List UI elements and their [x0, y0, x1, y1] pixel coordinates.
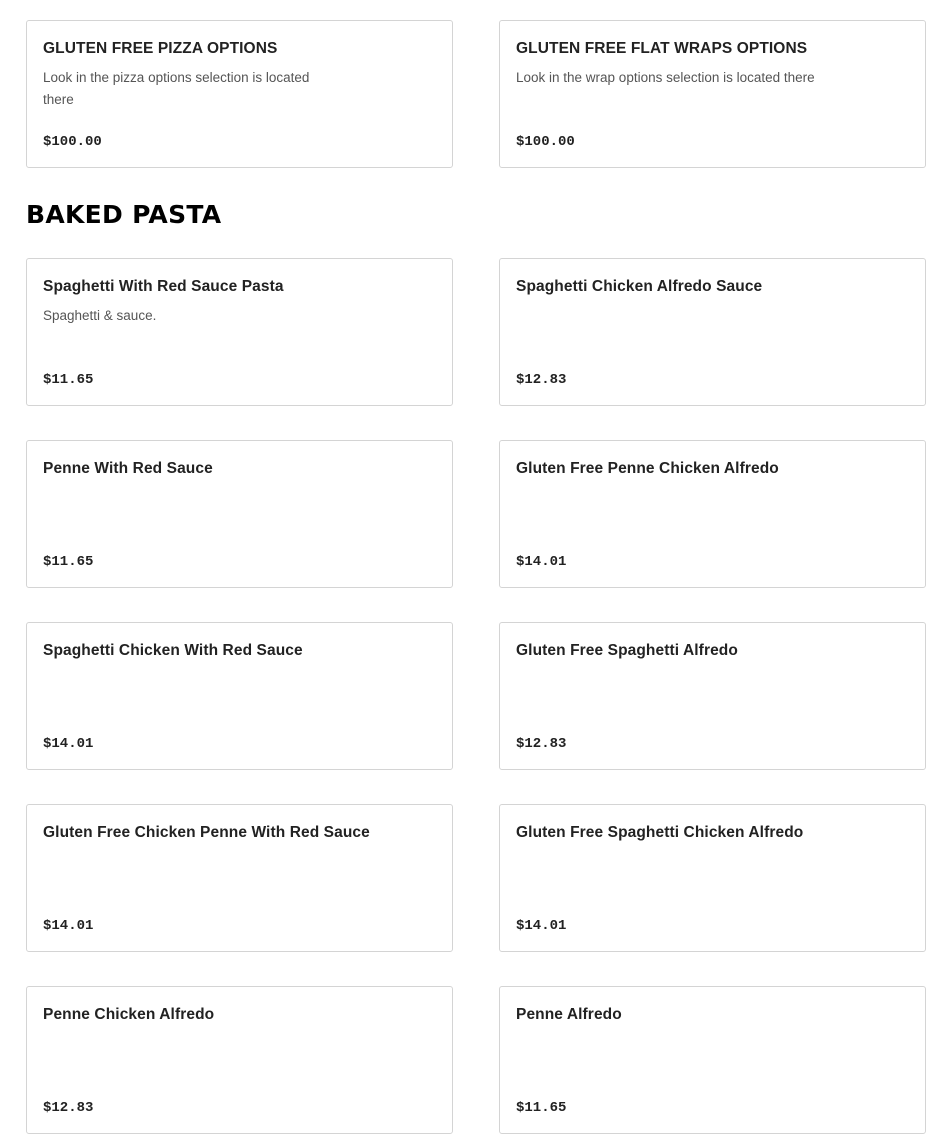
menu-item-card[interactable] [26, 258, 453, 406]
menu-item-name: Gluten Free Spaghetti Alfredo [516, 642, 738, 659]
menu-item-name: GLUTEN FREE FLAT WRAPS OPTIONS [516, 40, 808, 57]
menu-item-name: Spaghetti Chicken With Red Sauce [43, 642, 303, 659]
menu-item-price: $14.01 [516, 554, 567, 570]
section-title-baked-pasta: BAKED PASTA [26, 200, 222, 229]
menu-item-price: $14.01 [43, 918, 94, 934]
menu-item-price: $11.65 [43, 372, 94, 388]
menu-item-price: $11.65 [516, 1100, 567, 1116]
menu-item-price: $100.00 [43, 134, 102, 150]
menu-item-card[interactable] [499, 622, 926, 770]
menu-item-card[interactable] [499, 20, 926, 168]
menu-item-card[interactable] [26, 440, 453, 588]
menu-item-price: $12.83 [516, 736, 567, 752]
menu-item-price: $12.83 [516, 372, 567, 388]
menu-item-name: Gluten Free Chicken Penne With Red Sauce [43, 824, 370, 841]
menu-item-card[interactable] [26, 804, 453, 952]
menu-item-card[interactable] [499, 804, 926, 952]
menu-item-card[interactable] [499, 258, 926, 406]
menu-item-name: Penne With Red Sauce [43, 460, 213, 477]
menu-item-card[interactable] [26, 622, 453, 770]
menu-item-price: $14.01 [43, 736, 94, 752]
menu-item-name: Gluten Free Spaghetti Chicken Alfredo [516, 824, 804, 841]
menu-item-price: $100.00 [516, 134, 575, 150]
menu-item-card[interactable] [26, 20, 453, 168]
menu-item-name: GLUTEN FREE PIZZA OPTIONS [43, 40, 278, 57]
menu-item-name: Penne Alfredo [516, 1006, 622, 1023]
menu-item-description: Look in the wrap options selection is located there [516, 70, 815, 85]
menu-item-description: Spaghetti & sauce. [43, 308, 157, 323]
menu-item-card[interactable] [26, 986, 453, 1134]
menu-item-description: Look in the pizza options selection is located there [43, 70, 310, 107]
menu-item-price: $14.01 [516, 918, 567, 934]
menu-item-card[interactable] [499, 440, 926, 588]
menu-item-price: $11.65 [43, 554, 94, 570]
menu-item-name: Spaghetti Chicken Alfredo Sauce [516, 278, 763, 295]
menu-item-name: Gluten Free Penne Chicken Alfredo [516, 460, 779, 477]
menu-item-card[interactable] [499, 986, 926, 1134]
menu-item-name: Spaghetti With Red Sauce Pasta [43, 278, 284, 295]
menu-item-name: Penne Chicken Alfredo [43, 1006, 215, 1023]
menu-item-price: $12.83 [43, 1100, 94, 1116]
